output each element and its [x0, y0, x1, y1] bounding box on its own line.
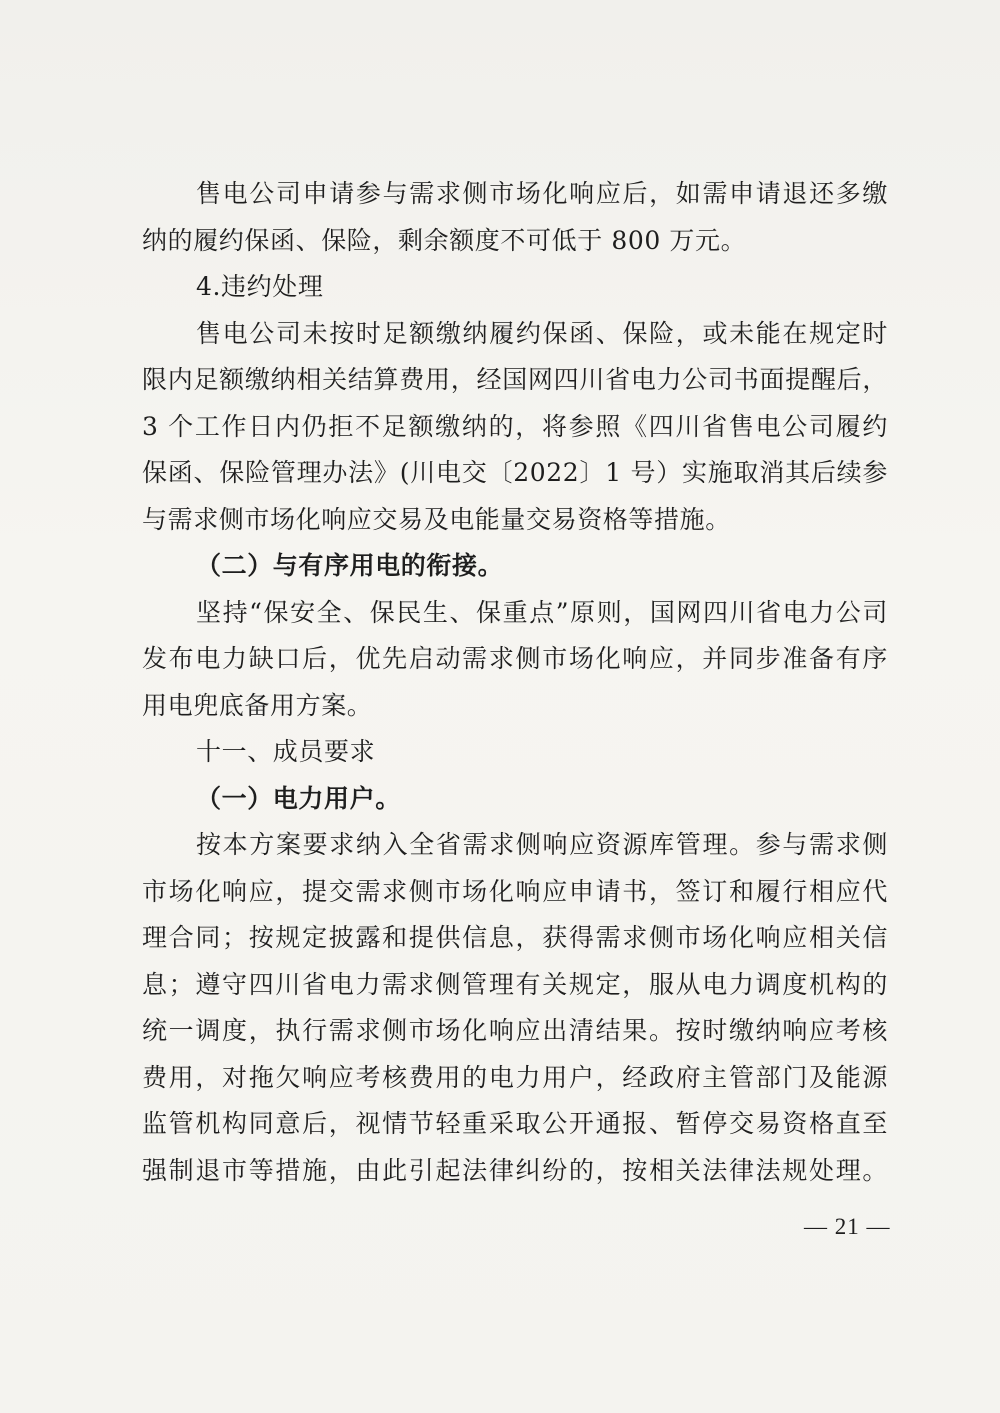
- text-line: 售电公司未按时足额缴纳履约保函、保险，或未能在规定时: [196, 318, 888, 348]
- text-line: 统一调度，执行需求侧市场化响应出清结果。按时缴纳响应考核: [142, 1016, 888, 1045]
- text-line: 与需求侧市场化响应交易及电能量交易资格等措施。: [142, 504, 731, 534]
- text-line: 费用，对拖欠响应考核费用的电力用户，经政府主管部门及能源: [142, 1062, 888, 1092]
- text-line: 4.违约处理: [196, 272, 324, 301]
- body-text: [142, 171, 888, 1194]
- text-line: 息；遵守四川省电力需求侧管理有关规定，服从电力调度机构的: [142, 969, 888, 999]
- text-line: 3 个工作日内仍拒不足额缴纳的，将参照《四川省售电公司履约: [142, 411, 888, 441]
- text-line: 用电兜底备用方案。: [142, 690, 373, 720]
- text-line: 按本方案要求纳入全省需求侧响应资源库管理。参与需求侧: [196, 830, 888, 859]
- text-line: 纳的履约保函、保险，剩余额度不可低于 800 万元。: [142, 225, 747, 255]
- text-line: 监管机构同意后，视情节轻重采取公开通报、暂停交易资格直至: [142, 1109, 888, 1138]
- text-line: 理合同；按规定披露和提供信息，获得需求侧市场化响应相关信: [142, 923, 888, 952]
- text-line: 坚持“保安全、保民生、保重点”原则，国网四川省电力公司: [196, 597, 888, 627]
- text-line: 发布电力缺口后，优先启动需求侧市场化响应，并同步准备有序: [142, 644, 888, 673]
- text-line: 十一、成员要求: [196, 737, 376, 766]
- text-line: 市场化响应，提交需求侧市场化响应申请书，签订和履行相应代: [142, 876, 888, 906]
- section-heading: （二）与有序用电的衔接。: [196, 551, 504, 580]
- page-number: — 21 —: [804, 1214, 891, 1239]
- text-line: 强制退市等措施，由此引起法律纠纷的，按相关法律法规处理。: [142, 1155, 888, 1185]
- section-heading: （一）电力用户。: [196, 783, 401, 813]
- text-line: 限内足额缴纳相关结算费用，经国网四川省电力公司书面提醒后，: [142, 365, 888, 394]
- text-line: 保函、保险管理办法》(川电交〔2022〕1 号）实施取消其后续参: [142, 458, 888, 487]
- text-line: 售电公司申请参与需求侧市场化响应后，如需申请退还多缴: [196, 179, 888, 208]
